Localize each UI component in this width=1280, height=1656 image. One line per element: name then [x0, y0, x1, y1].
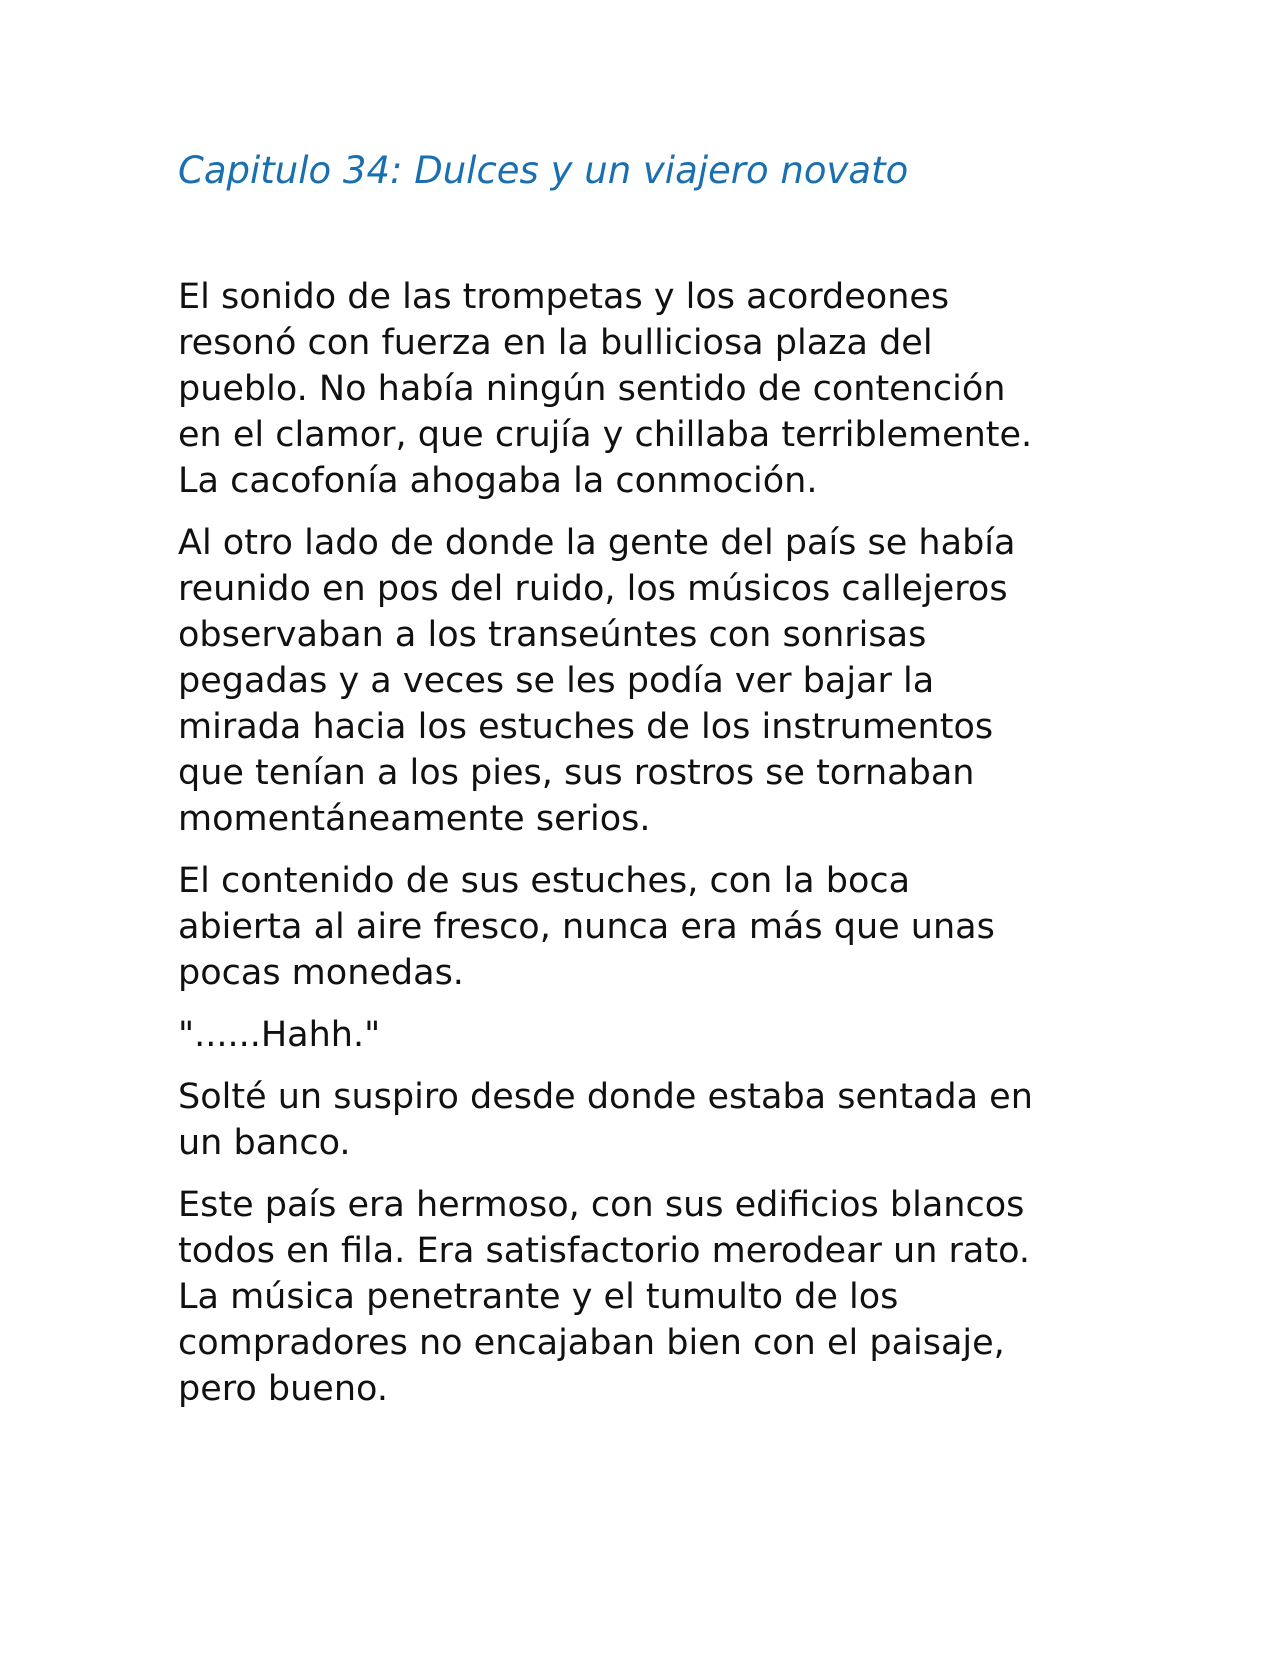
paragraph-5	[178, 1074, 1128, 1166]
paragraph-2	[178, 520, 1128, 842]
text-line: un banco.	[178, 1123, 351, 1163]
text-line: pero bueno.	[178, 1369, 388, 1409]
text-line: La cacofonía ahogaba la conmoción.	[178, 461, 818, 501]
text-line: pocas monedas.	[178, 953, 464, 993]
text-line: abierta al aire fresco, nunca era más que unas	[178, 907, 995, 947]
text-line: mirada hacia los estuches de los instrumentos	[178, 707, 994, 747]
text-line: Este país era hermoso, con sus edificios blancos	[178, 1185, 1025, 1225]
text-line: compradores no encajaban bien con el paisaje,	[178, 1323, 1005, 1363]
text-line: momentáneamente serios.	[178, 799, 651, 839]
text-line: El contenido de sus estuches, con la boca	[178, 861, 911, 901]
text-line: todos en fila. Era satisfactorio merodear un rato.	[178, 1231, 1031, 1271]
text-line: Al otro lado de donde la gente del país se había	[178, 523, 1016, 563]
text-line: pueblo. No había ningún sentido de contención	[178, 369, 1006, 409]
text-line: en el clamor, que crujía y chillaba terriblemente.	[178, 415, 1033, 455]
text-line: La música penetrante y el tumulto de los	[178, 1277, 899, 1317]
text-line: observaban a los transeúntes con sonrisas	[178, 615, 927, 655]
paragraph-6	[178, 1182, 1128, 1412]
chapter-title: Capitulo 34: Dulces y un viajero novato	[178, 149, 909, 192]
text-line: El sonido de las trompetas y los acordeones	[178, 277, 950, 317]
text-line: que tenían a los pies, sus rostros se tornaban	[178, 753, 975, 793]
text-line: Solté un suspiro desde donde estaba sentada en	[178, 1077, 1033, 1117]
paragraph-3	[178, 858, 1128, 996]
text-line: pegadas y a veces se les podía ver bajar la	[178, 661, 935, 701]
text-line: reunido en pos del ruido, los músicos callejeros	[178, 569, 1008, 609]
paragraph-1	[178, 274, 1128, 504]
paragraph-4	[178, 1012, 1128, 1058]
body-text	[178, 274, 1128, 1428]
text-line: "......Hahh."	[178, 1015, 381, 1055]
text-line: resonó con fuerza en la bulliciosa plaza del	[178, 323, 933, 363]
